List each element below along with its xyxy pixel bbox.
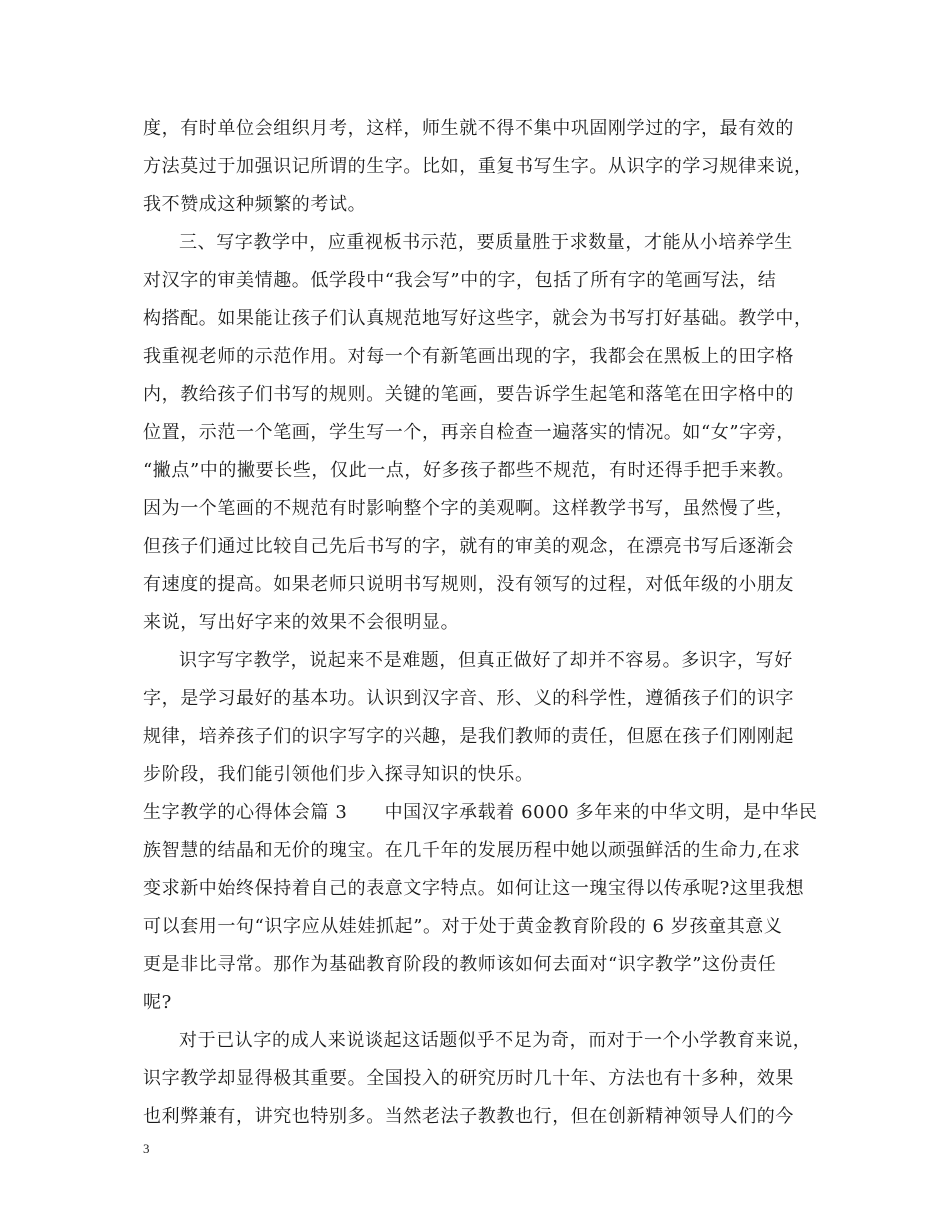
text-line: 规律，培养孩子们的识字写字的兴趣，是我们教师的责任，但愿在孩子们刚刚起 (143, 726, 794, 747)
text-line: 我重视老师的示范作用。对每一个有新笔画出现的字，我都会在黑板上的田字格 (143, 346, 794, 367)
text-line: 有速度的提高。如果老师只说明书写规则，没有领写的过程，对低年级的小朋友 (143, 574, 794, 595)
text-line: 但孩子们通过比较自己先后书写的字，就有的审美的观念，在漂亮书写后逐渐会 (143, 536, 794, 557)
text-line: 更是非比寻常。那作为基础教育阶段的教师该如何去面对“识字教学”这份责任 (143, 954, 777, 975)
text-line: 构搭配。如果能让孩子们认真规范地写好这些字，就会为书写打好基础。教学中， (143, 308, 813, 329)
paragraph-first-line: 对于已认字的成人来说谈起这话题似乎不足为奇，而对于一个小学教育来说， (179, 1030, 812, 1051)
text-line: 我不赞成这种频繁的考试。 (143, 194, 367, 215)
text-line: 位置，示范一个笔画，学生写一个，再亲自检查一遍落实的情况。如“女”字旁， (143, 422, 796, 443)
text-line: 族智慧的结晶和无价的瑰宝。在几千年的发展历程中她以顽强鲜活的生命力,在求 (143, 840, 801, 861)
text-line: 变求新中始终保持着自己的表意文字特点。如何让这一瑰宝得以传承呢?这里我想 (143, 878, 805, 899)
paragraph-first-line: 识字写字教学，说起来不是难题，但真正做好了却并不容易。多识字，写好 (179, 650, 793, 671)
text-line: 字，是学习最好的基本功。认识到汉字音、形、义的科学性，遵循孩子们的识字 (143, 688, 794, 709)
paragraph-first-line: 三、写字教学中，应重视板书示范，要质量胜于求数量，才能从小培养学生 (179, 232, 793, 253)
page-number: 3 (143, 1141, 150, 1156)
text-line: 可以套用一句“识字应从娃娃抓起”。对于处于黄金教育阶段的 6 岁孩童其意义 (143, 916, 783, 937)
text-line: 识字教学却显得极其重要。全国投入的研究历时几十年、方法也有十多种，效果 (143, 1068, 794, 1089)
text-line: 也利弊兼有，讲究也特别多。当然老法子教教也行，但在创新精神领导人们的今 (143, 1106, 794, 1127)
text-line: 步阶段，我们能引领他们步入探寻知识的快乐。 (143, 764, 534, 785)
text-line: 内，教给孩子们书写的规则。关键的笔画，要告诉学生起笔和落笔在田字格中的 (143, 384, 794, 405)
text-line: 来说，写出好字来的效果不会很明显。 (143, 612, 460, 633)
text-line: 对汉字的审美情趣。低学段中“我会写”中的字，包括了所有字的笔画写法，结 (143, 270, 777, 291)
text-line: 呢? (143, 992, 172, 1013)
section-heading-line: 生字教学的心得体会篇 3 中国汉字承载着 6000 多年来的中华文明，是中华民 (143, 802, 818, 823)
text-line: 方法莫过于加强识记所谓的生字。比如，重复书写生字。从识字的学习规律来说， (143, 156, 813, 177)
text-line: “撇点”中的撇要长些，仅此一点，好多孩子都些不规范，有时还得手把手来教。 (143, 460, 796, 481)
text-line: 因为一个笔画的不规范有时影响整个字的美观啊。这样教学书写，虽然慢了些， (143, 498, 794, 519)
text-line: 度，有时单位会组织月考，这样，师生就不得不集中巩固刚学过的字，最有效的 (143, 118, 794, 139)
